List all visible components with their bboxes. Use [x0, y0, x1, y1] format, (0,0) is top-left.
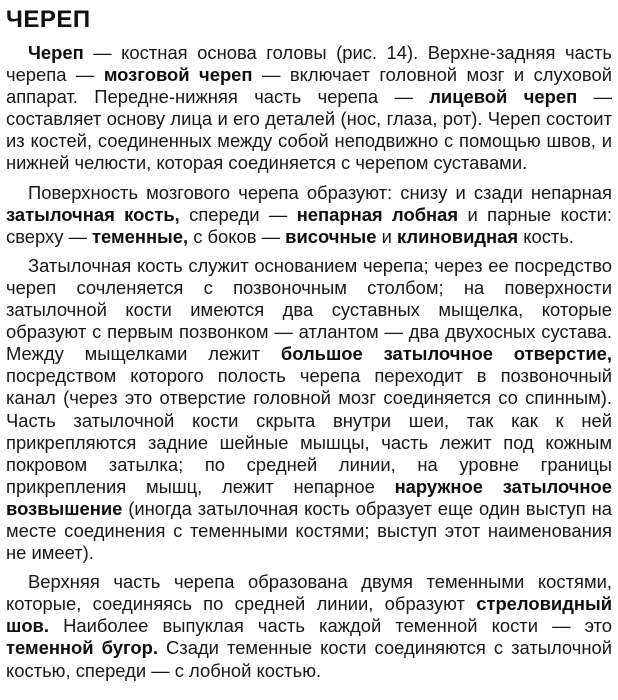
- text-run: — включает головной мозг и слуховой аппарат. Передне-нижняя часть черепа —: [6, 64, 612, 108]
- text-run: — костная основа головы (рис. 14). Верхне-задняя часть черепа —: [6, 42, 612, 86]
- bold-term: мозговой череп: [103, 64, 253, 86]
- paragraph: [6, 42, 612, 175]
- bold-term: клиновидная: [397, 225, 519, 247]
- bold-term: непарная лобная: [296, 203, 459, 225]
- paragraph: [6, 571, 612, 681]
- text-run: Сзади теменные кости соединяются с затылочной костью, спереди — с лобной костью.: [6, 637, 612, 681]
- text-run: Поверхность мозгового черепа образуют: снизу и сзади непарная: [28, 181, 612, 203]
- text-run: кость.: [518, 225, 575, 247]
- article-body: [6, 42, 612, 689]
- bold-term: затылочная кость,: [6, 203, 180, 225]
- text-run: (иногда затылочная кость образует еще один выступ на месте соединения с теменными костями; выступ этот наименования не имеет).: [6, 497, 612, 564]
- bold-term: височные: [285, 225, 377, 247]
- bold-term: Череп: [28, 42, 84, 63]
- text-run: Наиболее выпуклая часть каждой теменной кости — это: [48, 615, 612, 637]
- text-run: и парные кости: сверху —: [6, 203, 612, 247]
- bold-term: лицевой череп: [429, 86, 578, 108]
- text-run: Затылочная кость служит основанием черепа; через ее посредство череп сочленяется с позвоночным столбом; на поверхности затылочной кости имеются два суставных мыщелка, которые образуют с первым позвонком — атлантом — два двухосных сустава. Между мыщелками лежит: [6, 254, 612, 365]
- page-title: ЧЕРЕП: [6, 6, 91, 33]
- text-run: посредством которого полость черепа переходит в позвоночный канал (через это отверстие головной мозг соединяется со спинным). Часть затылочной кости скрыта внутри шеи, так как к ней прикрепляются задние шейные мышцы, часть лежит под кожным покровом затылка; по средней линии, на уровне границы прикрепления мышц, лежит непарное: [6, 365, 612, 497]
- bold-term: стреловидный шов.: [6, 593, 612, 637]
- bold-term: большое затылочное отверстие,: [280, 343, 612, 365]
- text-run: Верхняя часть черепа образована двумя теменными костями, которые, соединяясь по средней линии, образуют: [6, 571, 612, 615]
- text-run: с боков —: [188, 225, 286, 247]
- text-run: — составляет основу лица и его деталей (нос, глаза, рот). Череп состоит из костей, соединенных между собой неподвижно с помощью швов, и нижней челюсти, которая соединяется с черепом суставами.: [6, 86, 612, 174]
- text-run: и: [376, 225, 397, 247]
- bold-term: наружное затылочное возвышение: [6, 475, 612, 519]
- bold-term: теменные,: [92, 225, 189, 247]
- paragraph: [6, 255, 612, 564]
- text-run: спереди —: [179, 203, 297, 225]
- paragraph: [6, 182, 612, 248]
- bold-term: теменной бугор.: [6, 637, 158, 659]
